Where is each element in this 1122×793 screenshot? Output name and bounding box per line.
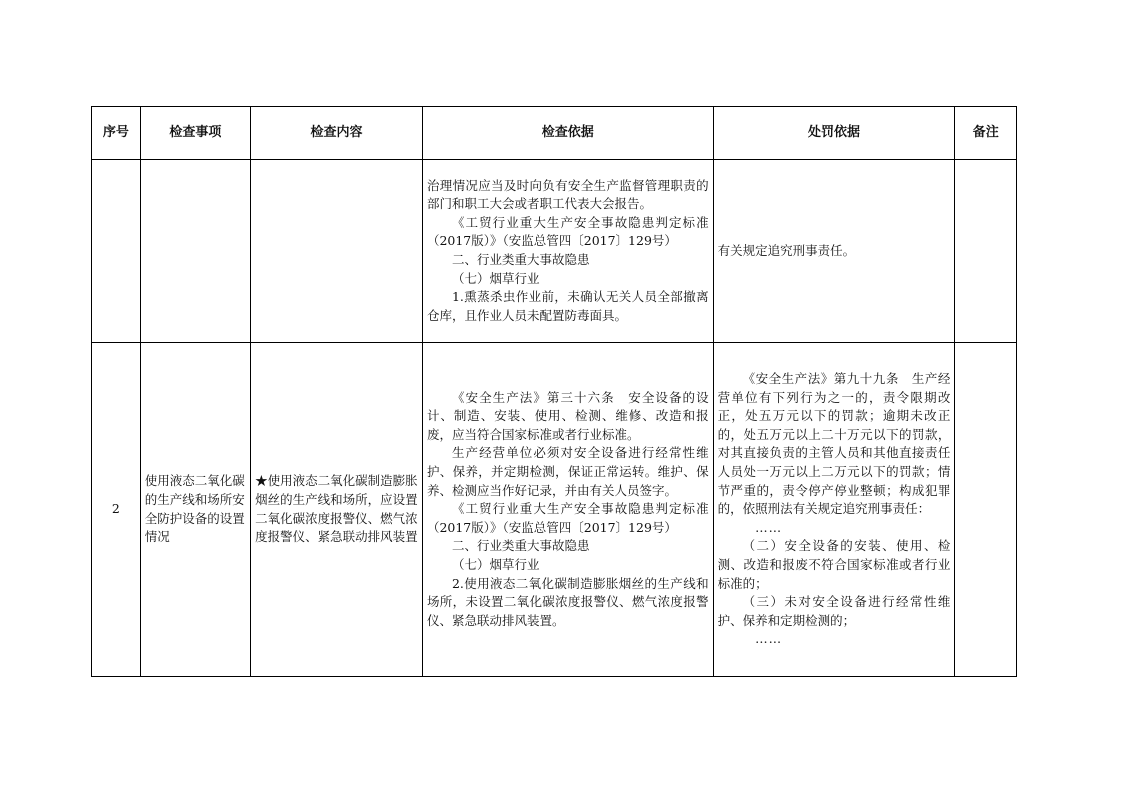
header-penalty: 处罚依据 xyxy=(713,107,955,160)
penalty-paragraph: 有关规定追究刑事责任。 xyxy=(717,242,856,258)
cell-no: 2 xyxy=(92,343,141,677)
basis-paragraph: 二、行业类重大事故隐患 xyxy=(451,252,590,267)
cell-item xyxy=(140,160,250,343)
cell-basis xyxy=(422,343,713,677)
penalty-paragraph: （三）未对安全设备进行经常性维护、保养和定期检测的； xyxy=(717,594,951,628)
cell-note xyxy=(955,160,1017,343)
penalty-ellipsis: …… xyxy=(755,519,783,535)
penalty-paragraph: （二）安全设备的安装、使用、检测、改造和报废不符合国家标准或者行业标准的； xyxy=(717,538,951,591)
cell-note xyxy=(955,343,1017,677)
basis-paragraph: 《工贸行业重大生产安全事故隐患判定标准（2017版）》（安监总管四〔2017〕129号） xyxy=(426,501,709,535)
table-row xyxy=(92,160,1017,343)
table-row xyxy=(92,343,1017,677)
basis-paragraph: 2.使用液态二氧化碳制造膨胀烟丝的生产线和场所，未设置二氧化碳浓度报警仪、燃气浓度报警仪、紧急联动排风装置。 xyxy=(426,575,709,628)
basis-paragraph: 《工贸行业重大生产安全事故隐患判定标准（2017版）》（安监总管四〔2017〕129号） xyxy=(426,214,709,249)
header-basis: 检查依据 xyxy=(422,107,713,160)
cell-penalty xyxy=(713,160,955,343)
cell-no xyxy=(92,160,141,343)
basis-paragraph: 1.熏蒸杀虫作业前，未确认无关人员全部撤离仓库，且作业人员未配置防毒面具。 xyxy=(426,289,709,323)
basis-paragraph: 治理情况应当及时向负有安全生产监督管理职责的部门和职工大会或者职工代表大会报告。 xyxy=(426,177,709,212)
cell-content: ★使用液态二氧化碳制造膨胀烟丝的生产线和场所，应设置二氧化碳浓度报警仪、燃气浓度报警仪、紧急联动排风装置 xyxy=(251,343,423,677)
basis-paragraph: （七）烟草行业 xyxy=(451,556,540,572)
cell-item: 使用液态二氧化碳的生产线和场所安全防护设备的设置情况 xyxy=(140,343,250,677)
header-item: 检查事项 xyxy=(140,107,250,160)
penalty-ellipsis: …… xyxy=(755,631,783,647)
table-header-row xyxy=(92,107,1017,160)
basis-paragraph: 生产经营单位必须对安全设备进行经常性维护、保养，并定期检测，保证正常运转。维护、保养、检测应当作好记录，并由有关人员签字。 xyxy=(426,445,709,498)
header-note: 备注 xyxy=(955,107,1017,160)
header-no: 序号 xyxy=(92,107,141,160)
basis-paragraph: （七）烟草行业 xyxy=(451,270,540,286)
cell-content xyxy=(251,160,423,343)
basis-paragraph: 《安全生产法》第三十六条 安全设备的设计、制造、安装、使用、检测、维修、改造和报废，应当符合国家标准或者行业标准。 xyxy=(426,389,709,442)
basis-paragraph: 二、行业类重大事故隐患 xyxy=(451,538,590,554)
cell-penalty xyxy=(713,343,955,677)
penalty-paragraph: 《安全生产法》第九十九条 生产经营单位有下列行为之一的，责令限期改正，处五万元以下的罚款；逾期未改正的，处五万元以上二十万元以下的罚款，对其直接负责的主管人员和其他直接责任人员处一万元以上二万元以下的罚款；情节严重的，责令停产停业整顿；构成犯罪的，依照刑法有关规定追究刑事责任： xyxy=(717,371,951,517)
inspection-table xyxy=(91,106,1017,677)
header-content: 检查内容 xyxy=(251,107,423,160)
cell-basis xyxy=(422,160,713,343)
